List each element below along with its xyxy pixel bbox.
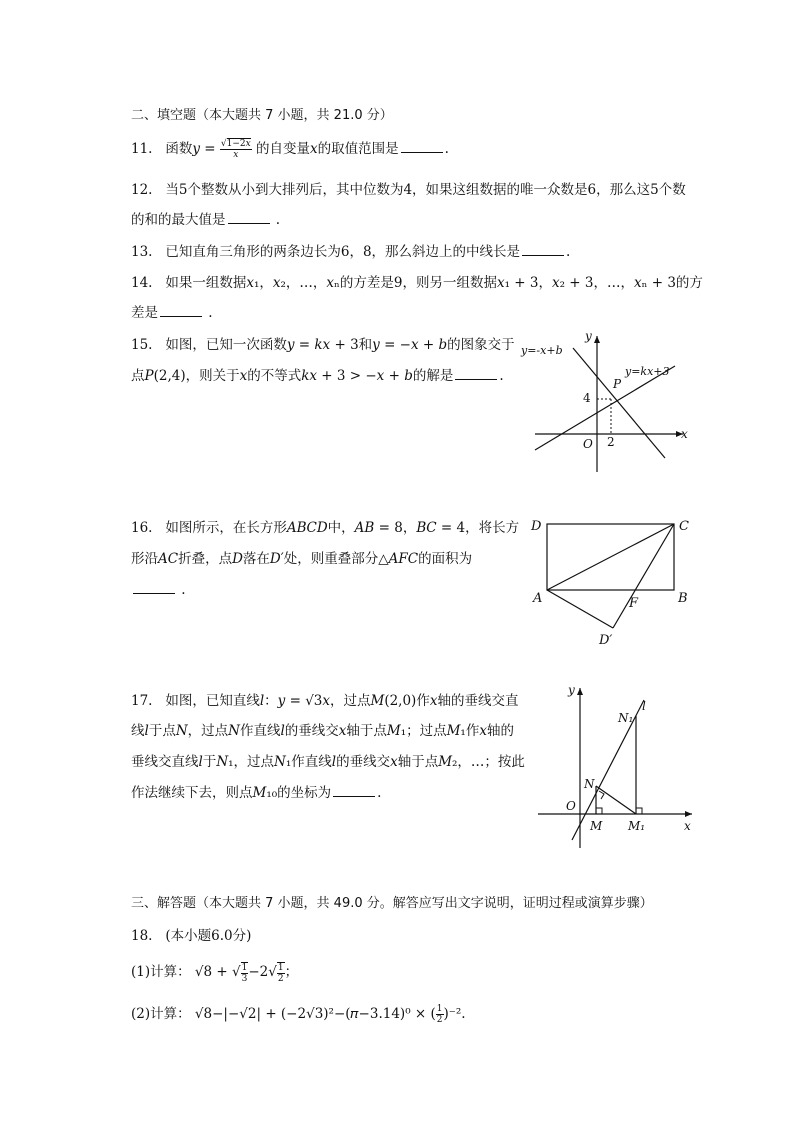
q14-line-2: 差是: [131, 305, 158, 321]
q16-figure: [525, 510, 700, 650]
section-2-heading: 二、填空题（本大题共 7 小题，共 21.0 分）: [131, 108, 393, 123]
right-angle-n: [599, 791, 604, 799]
q17-end: .: [377, 785, 382, 801]
question-16-cont: [131, 547, 472, 567]
origin: O: [566, 799, 576, 813]
question-15: [131, 333, 515, 353]
q13-end: .: [566, 244, 571, 260]
q16-line-1: 如图所示，在长方形𝐴𝐵𝐶𝐷中，𝐴𝐵 = 8，𝐵𝐶 = 4，将长方: [165, 520, 520, 536]
label-f: F: [629, 596, 639, 611]
question-12: [131, 178, 686, 198]
q12-line-1: 当5个整数从小到大排列后，其中位数为4，如果这组数据的唯一众数是6，那么这5个数: [165, 182, 686, 198]
question-16: [131, 516, 519, 536]
answer-blank[interactable]: [455, 367, 497, 380]
q18-p1-a: √8 +: [194, 964, 233, 980]
answer-blank[interactable]: [333, 784, 375, 797]
label-l: l: [642, 699, 646, 713]
q18-p2-frac-num: 1: [436, 1004, 443, 1014]
q18-part-1: (1)计算： √8 + √ $\frac{1}{3}$ −2√ $\frac{1}{2}$ ；: [131, 962, 299, 984]
q16-line-2: 形沿𝐴𝐶折叠，点𝐷落在𝐷′处，则重叠部分△𝐴𝐹𝐶的面积为: [131, 551, 473, 567]
q17-line-1: 如图，已知直线𝑙：𝑦 = √3𝑥，过点𝑀(2,0)作𝑥轴的垂线交直: [165, 693, 519, 709]
answer-blank[interactable]: [160, 304, 202, 317]
label-b: B: [678, 591, 688, 606]
question-13: [131, 240, 570, 260]
q18-p1-b: −2: [248, 964, 269, 980]
question-14-cont: [131, 301, 213, 321]
q12-number: 12.: [131, 182, 153, 198]
x-label: x: [684, 819, 691, 833]
question-17-cont2: [131, 750, 525, 770]
q15-graph: [515, 330, 695, 478]
question-18: [131, 924, 251, 944]
answer-blank[interactable]: [522, 243, 564, 256]
q18-p1-frac-1-num: 1: [241, 962, 248, 973]
y-axis-arrow: [594, 336, 600, 343]
answer-blank[interactable]: [401, 140, 443, 153]
question-17-cont: [131, 719, 514, 739]
q18-p1-frac-2-num: 1: [277, 962, 284, 973]
question-14: [131, 271, 703, 291]
question-15-cont: [131, 364, 504, 384]
label-line2: y=kx+3: [625, 365, 670, 378]
q18-p2-frac-den: 2: [436, 1015, 443, 1025]
q11-fraction: $\frac{\text{√1−2𝑥}}{\text{𝑥}}$: [220, 139, 251, 160]
tick-4: 4: [583, 391, 591, 405]
q18-p1-frac-2: [277, 962, 285, 984]
q13-text: 已知直角三角形的两条边长为6，8，那么斜边上的中线长是: [165, 244, 521, 260]
q18-p1-frac-1-den: 3: [241, 973, 248, 984]
answer-blank[interactable]: [133, 581, 175, 594]
q18-p2-a: √8−|−√2| + (−2√3)²−(𝜋−3.14)⁰ × (: [194, 1006, 436, 1022]
q17-line-3: 垂线交直线𝑙于𝑁₁，过点𝑁₁作直线𝑙的垂线交𝑥轴于点𝑀₂，…；按此: [131, 754, 525, 770]
x-axis-arrow: [685, 811, 692, 817]
label-n: N: [584, 777, 595, 791]
q11-radicand: 1−2𝑥: [226, 139, 251, 149]
question-11: [131, 137, 449, 160]
point-p: P: [613, 377, 622, 391]
q13-number: 13.: [131, 244, 153, 260]
q11-denominator: 𝑥: [233, 150, 239, 160]
q14-number: 14.: [131, 275, 153, 291]
q11-text-a: 函数𝑦 =: [165, 141, 216, 157]
q18-p1-frac-2-den: 2: [277, 973, 284, 984]
q11-text-b: 的自变量𝑥的取值范围是: [256, 141, 399, 157]
label-c: C: [679, 519, 689, 534]
question-12-cont: [131, 208, 280, 228]
q18-p2-b: )⁻².: [443, 1006, 466, 1022]
fold-ad-prime: [547, 590, 613, 628]
q17-line-2: 线𝑙于点𝑁，过点𝑁作直线𝑙的垂线交𝑥轴于点𝑀₁；过点𝑀₁作𝑥轴的: [131, 723, 514, 739]
q15-line-1: 如图，已知一次函数𝑦 = 𝑘𝑥 + 3和𝑦 = −𝑥 + 𝑏的图象交于: [165, 337, 515, 353]
label-m: M: [590, 819, 603, 833]
q15-line-2: 点𝑃(2,4)，则关于𝑥的不等式𝑘𝑥 + 3 > −𝑥 + 𝑏的解是: [131, 368, 454, 384]
q15-end: .: [499, 368, 504, 384]
q16-end: .: [181, 582, 186, 598]
tick-2: 2: [607, 435, 615, 449]
question-17-cont3: [131, 781, 381, 801]
q18-p1-label: (1)计算：: [131, 964, 191, 980]
label-a: A: [533, 591, 543, 606]
q17-line-4: 作法继续下去，则点𝑀₁₀的坐标为: [131, 785, 332, 801]
right-angle-m: [596, 808, 602, 814]
q12-line-2: 的和的最大值是: [131, 212, 226, 228]
answer-blank[interactable]: [228, 211, 270, 224]
label-d-prime: D′: [599, 633, 613, 648]
section-3-heading: 三、解答题（本大题共 7 小题，共 49.0 分。解答应写出文字说明，证明过程或演算步骤）: [131, 896, 653, 911]
label-n1: N₁: [618, 711, 634, 725]
question-16-cont2: [131, 581, 186, 598]
q14-end: .: [208, 305, 213, 321]
label-line1: y=-x+b: [521, 344, 563, 357]
q18-number: 18.: [131, 928, 153, 944]
label-m1: M₁: [628, 819, 646, 833]
q12-end: .: [275, 212, 281, 228]
question-17: [131, 689, 518, 709]
y-label: y: [568, 683, 575, 697]
label-d: D: [531, 519, 542, 534]
origin: O: [583, 437, 593, 451]
q16-number: 16.: [131, 520, 153, 536]
right-angle-m1: [636, 808, 642, 814]
line-kx-plus-3: [535, 366, 675, 450]
q17-figure: [530, 680, 700, 855]
q18-score: (本小题6.0分): [165, 928, 252, 944]
x-label: x: [681, 427, 688, 441]
y-label: y: [585, 330, 592, 343]
q18-p2-frac: [436, 1004, 444, 1025]
q18-p1-end: ；: [284, 964, 299, 980]
q11-end: .: [444, 141, 449, 157]
q17-number: 17.: [131, 693, 153, 709]
q11-number: 11.: [131, 141, 153, 157]
q15-number: 15.: [131, 337, 153, 353]
q18-part-2: [131, 1002, 466, 1025]
q14-line-1: 如果一组数据𝑥₁，𝑥₂，…，𝑥ₙ的方差是9，则另一组数据𝑥₁ + 3，𝑥₂ + 3，…，𝑥ₙ + 3的方: [165, 275, 703, 291]
y-axis-arrow: [577, 688, 583, 695]
q18-p2-label: (2)计算：: [131, 1006, 191, 1022]
